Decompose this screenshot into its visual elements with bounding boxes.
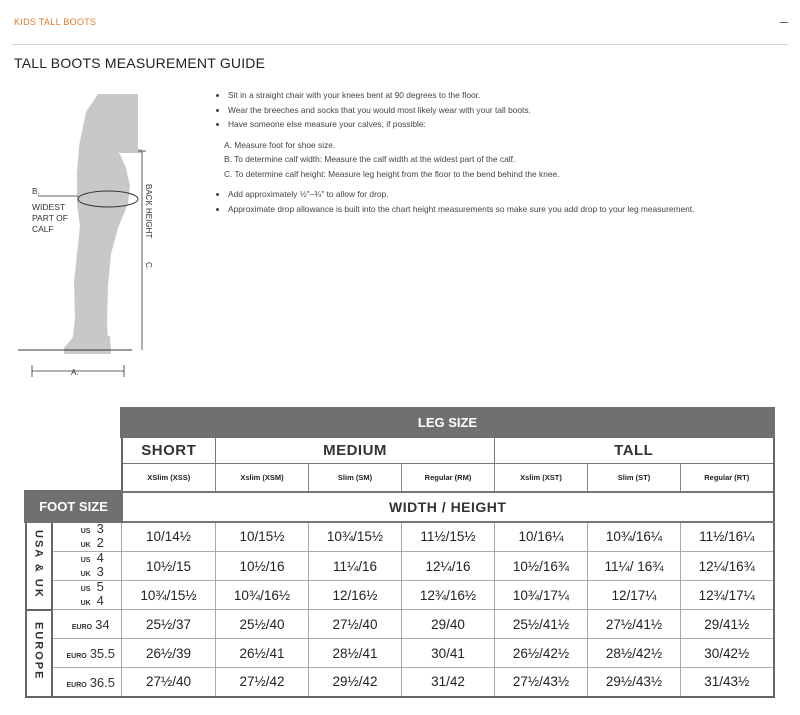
divider <box>12 44 788 45</box>
instruction-step: A. Measure foot for shoe size. <box>224 139 336 150</box>
table-cell: 10¾/17¼ <box>495 581 588 610</box>
instructions <box>214 88 774 216</box>
table-cell: 25½/40 <box>216 610 309 639</box>
leg-diagram <box>14 86 204 386</box>
table-cell: 26½/42½ <box>495 639 588 668</box>
instruction-item: • Have someone else measure your calves, if possible: <box>228 117 774 132</box>
accordion-title[interactable]: KIDS TALL BOOTS <box>14 17 97 27</box>
region-label: USA & UK <box>32 529 45 599</box>
table-cell: 27½/40 <box>122 668 216 697</box>
label-widest: WIDEST <box>32 202 66 212</box>
foot-shape <box>64 336 111 354</box>
table-cell: 10¾/16¼ <box>588 522 681 552</box>
table-cell: 31/43½ <box>681 668 774 697</box>
table-cell: 26½/39 <box>122 639 216 668</box>
table-cell: 10¾/16½ <box>216 581 309 610</box>
region-usa-uk <box>26 522 52 610</box>
instruction-item: • Sit in a straight chair with your knees bent at 90 degrees to the floor. <box>228 88 774 103</box>
table-cell: 28½/42½ <box>588 639 681 668</box>
subheader-rm: Regular (RM) <box>402 464 495 492</box>
table-cell: 28½/41 <box>309 639 402 668</box>
label-c: C. <box>144 262 153 270</box>
instruction-item: • Wear the breeches and socks that you would most likely wear with your tall boots. <box>228 103 774 118</box>
subheader-rt: Regular (RT) <box>681 464 774 492</box>
instruction-step: C. To determine calf height: Measure leg height from the floor to the bend behind the knee. <box>224 168 560 179</box>
group-short: SHORT <box>122 437 216 464</box>
table-cell: 27½/40 <box>309 610 402 639</box>
accordion-header[interactable] <box>0 0 800 44</box>
table-cell: 11½/16¼ <box>681 522 774 552</box>
instruction-item: • Approximate drop allowance is built into the chart height measurements so make sure you add drop to your leg measurement. <box>228 202 774 217</box>
table-cell: 12/16½ <box>309 581 402 610</box>
instruction-step: B. To determine calf width: Measure the calf width at the widest part of the calf. <box>224 154 516 164</box>
table-cell: 30/41 <box>402 639 495 668</box>
size-label: US 5 UK 4 <box>52 581 122 610</box>
leg-silhouette <box>65 94 138 354</box>
instruction-item: • Add approximately ½"–¾" to allow for drop. <box>228 187 774 202</box>
table-cell: 12/17¼ <box>588 581 681 610</box>
subheader-xst: Xslim (XST) <box>495 464 588 492</box>
size-label: EURO 36.5 <box>52 668 122 697</box>
region-label: EUROPE <box>32 622 45 681</box>
table-cell: 10½/15 <box>122 552 216 581</box>
table-cell: 12¾/17¼ <box>681 581 774 610</box>
table-cell: 27½/43½ <box>495 668 588 697</box>
region-europe <box>26 610 52 697</box>
table-cell: 11¼/ 16¾ <box>588 552 681 581</box>
group-medium: MEDIUM <box>216 437 495 464</box>
table-cell: 10¾/15½ <box>309 522 402 552</box>
subheader-xss: XSlim (XSS) <box>122 464 216 492</box>
label-a: A. <box>71 368 79 377</box>
subheader-xsm: Xslim (XSM) <box>216 464 309 492</box>
table-cell: 25½/37 <box>122 610 216 639</box>
table-cell: 31/42 <box>402 668 495 697</box>
table-cell: 10¾/15½ <box>122 581 216 610</box>
table-cell: 10/15½ <box>216 522 309 552</box>
table-cell: 26½/41 <box>216 639 309 668</box>
table-cell: 12¼/16 <box>402 552 495 581</box>
table-cell: 10½/16¾ <box>495 552 588 581</box>
width-height-header: WIDTH / HEIGHT <box>122 492 774 522</box>
table-cell: 30/42½ <box>681 639 774 668</box>
subheader-st: Slim (ST) <box>588 464 681 492</box>
label-b: B. <box>32 187 40 196</box>
table-cell: 10/14½ <box>122 522 216 552</box>
table-cell: 10½/16 <box>216 552 309 581</box>
table-cell: 11½/15½ <box>402 522 495 552</box>
leg-size-header: LEG SIZE <box>122 409 774 437</box>
table-cell: 12¼/16¾ <box>681 552 774 581</box>
table-cell: 29½/43½ <box>588 668 681 697</box>
table-cell: 29/41½ <box>681 610 774 639</box>
size-chart-table <box>24 407 775 698</box>
label-back-height: BACK HEIGHT <box>144 184 153 239</box>
subheader-sm: Slim (SM) <box>309 464 402 492</box>
table-cell: 27½/41½ <box>588 610 681 639</box>
table-cell: 25½/41½ <box>495 610 588 639</box>
size-label: EURO 34 <box>52 610 122 639</box>
size-label: US 3 UK 2 <box>52 522 122 552</box>
table-cell: 11¼/16 <box>309 552 402 581</box>
table-cell: 29/40 <box>402 610 495 639</box>
table-cell: 27½/42 <box>216 668 309 697</box>
foot-size-header: FOOT SIZE <box>26 492 122 522</box>
collapse-icon[interactable]: – <box>780 13 788 29</box>
label-calf: CALF <box>32 224 54 234</box>
table-cell: 29½/42 <box>309 668 402 697</box>
group-tall: TALL <box>495 437 774 464</box>
page-title: TALL BOOTS MEASUREMENT GUIDE <box>14 55 266 71</box>
label-part-of: PART OF <box>32 213 68 223</box>
table-cell: 10/16¼ <box>495 522 588 552</box>
size-label: EURO 35.5 <box>52 639 122 668</box>
table-cell: 12¾/16½ <box>402 581 495 610</box>
size-label: US 4 UK 3 <box>52 552 122 581</box>
